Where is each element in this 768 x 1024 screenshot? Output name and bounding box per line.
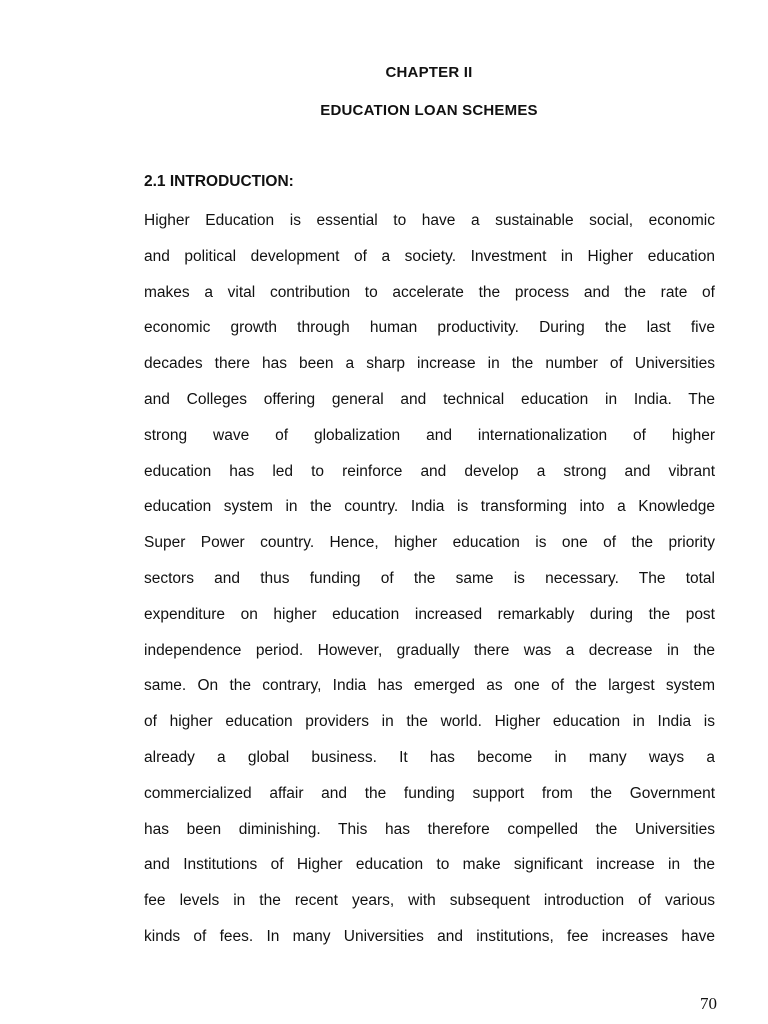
page-number: 70 <box>700 994 717 1013</box>
paragraph-line: and Colleges offering general and technical education in India. The <box>144 390 715 408</box>
paragraph-line: kinds of fees. In many Universities and institutions, fee increases have <box>144 927 715 945</box>
paragraph-line: makes a vital contribution to accelerate the process and the rate of <box>144 283 715 301</box>
paragraph-line: independence period. However, gradually there was a decrease in the <box>144 641 715 659</box>
paragraph-line: economic growth through human productivity. During the last five <box>144 319 715 337</box>
paragraph-line: decades there has been a sharp increase in the number of Universities <box>144 355 715 373</box>
paragraph-line: has been diminishing. This has therefore compelled the Universities <box>144 820 715 838</box>
paragraph-line: of higher education providers in the world. Higher education in India is <box>144 713 715 731</box>
paragraph-line: strong wave of globalization and internationalization of higher <box>144 426 715 444</box>
paragraph-line: same. On the contrary, India has emerged as one of the largest system <box>144 677 715 695</box>
paragraph-line: commercialized affair and the funding support from the Government <box>144 784 715 802</box>
paragraph-line: already a global business. It has become in many ways a <box>144 748 715 766</box>
body-paragraph <box>144 203 715 955</box>
paragraph-line: sectors and thus funding of the same is necessary. The total <box>144 569 715 587</box>
paragraph-line: Super Power country. Hence, higher education is one of the priority <box>144 534 715 552</box>
section-heading: 2.1 INTRODUCTION: <box>144 173 294 190</box>
chapter-title: EDUCATION LOAN SCHEMES <box>320 102 538 119</box>
paragraph-line: Higher Education is essential to have a sustainable social, economic <box>144 212 715 229</box>
paragraph-line: and Institutions of Higher education to make significant increase in the <box>144 856 715 874</box>
paragraph-line: fee levels in the recent years, with subsequent introduction of various <box>144 892 715 910</box>
paragraph-line: expenditure on higher education increased remarkably during the post <box>144 605 715 623</box>
paragraph-line: and political development of a society. Investment in Higher education <box>144 247 715 265</box>
chapter-label: CHAPTER II <box>385 64 473 81</box>
paragraph-line: education has led to reinforce and develop a strong and vibrant <box>144 462 715 480</box>
paragraph-line: education system in the country. India is transforming into a Knowledge <box>144 498 715 516</box>
